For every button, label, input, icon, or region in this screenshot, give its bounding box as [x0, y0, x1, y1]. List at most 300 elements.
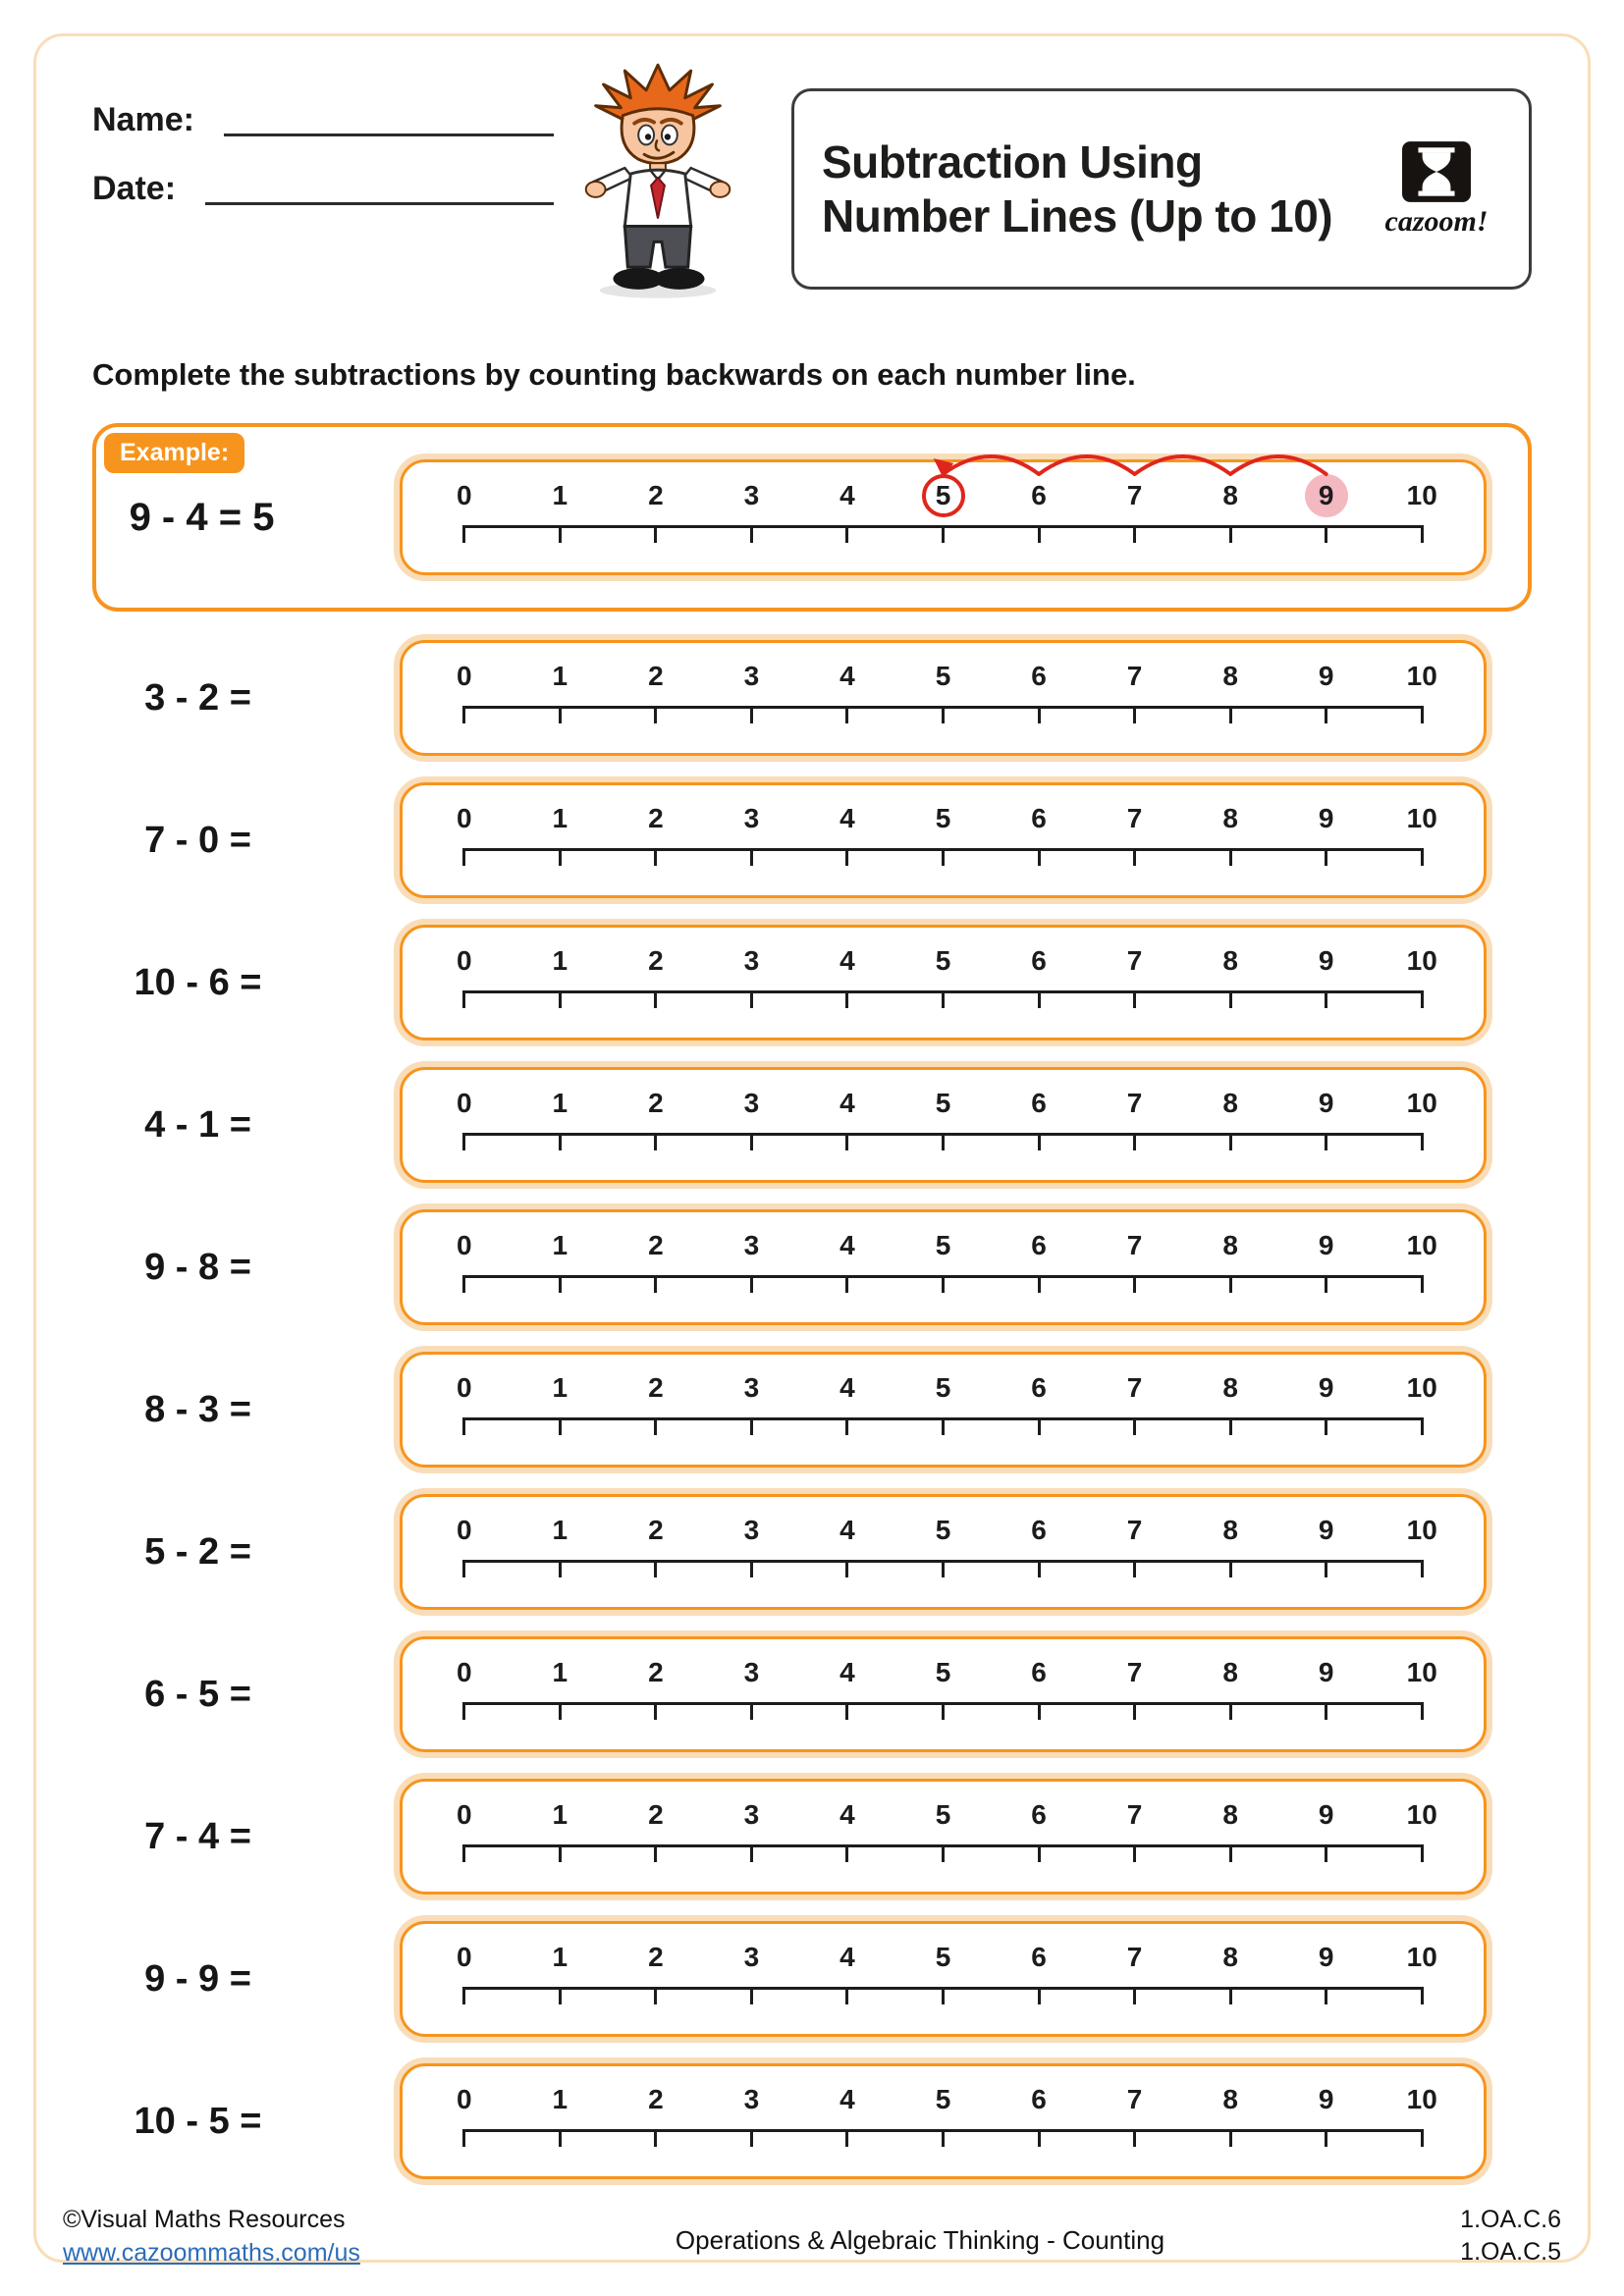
numberline-tick: [1325, 848, 1327, 866]
numberline-cell: [1278, 1509, 1375, 1607]
numberline-cell: [991, 1224, 1087, 1322]
numberline-cell: [1374, 1936, 1470, 2034]
numberline-number: 8: [1222, 945, 1238, 976]
problem-row: [92, 926, 1532, 1040]
name-label: Name:: [92, 101, 194, 138]
numberline-tick: [1229, 1417, 1232, 1435]
numberline-tick: [1038, 1417, 1041, 1435]
worksheet-title: [822, 135, 1372, 242]
numberline-cell: [1182, 1936, 1278, 2034]
header: [92, 59, 1532, 312]
website-link[interactable]: www.cazoommaths.com/us: [63, 2238, 360, 2267]
numberline-number: 8: [1222, 803, 1238, 833]
numberline-tick: [559, 2129, 562, 2147]
numberline-number: 4: [839, 1515, 855, 1545]
numberline-number: 3: [743, 480, 760, 510]
numberline-number: 5: [935, 1942, 951, 1972]
numberline-number: 6: [1031, 1230, 1047, 1260]
numberline-number: 6: [1031, 1657, 1047, 1687]
numberline-number: 6: [1031, 661, 1047, 691]
numberline-tick: [1229, 1702, 1232, 1720]
numberline-tick: [1133, 990, 1136, 1008]
numberline-cell: [991, 655, 1087, 753]
problem-row: [92, 641, 1532, 755]
numberline-number: 4: [839, 1372, 855, 1403]
numberline-tick: [559, 706, 562, 723]
numberline-number: 3: [743, 1088, 760, 1118]
numberline-tick: [654, 848, 657, 866]
numberline-number: 0: [456, 1088, 472, 1118]
number-line: [403, 1924, 1484, 2034]
numberline-wrap: [400, 1779, 1487, 1895]
numberline-tick: [1133, 1844, 1136, 1862]
numberline-tick: [1325, 706, 1327, 723]
problem-row: [92, 2064, 1532, 2178]
name-date-block: [92, 94, 554, 312]
numberline-tick: [1421, 1844, 1424, 1862]
problem-equation: 7 - 4 =: [144, 1815, 251, 1857]
numberline-tick: [845, 1844, 848, 1862]
numberline-tick: [1421, 706, 1424, 723]
numberline-number: 5: [922, 474, 965, 517]
numberline-cell: [1087, 797, 1183, 895]
numberline-tick: [1421, 1560, 1424, 1577]
numberline-tick: [559, 1133, 562, 1150]
numberline-cell: [1087, 1366, 1183, 1465]
numberline-cell: [608, 2078, 704, 2176]
numberline-cell: [608, 1224, 704, 1322]
instruction-text: Complete the subtractions by counting backwards on each number line.: [92, 357, 1136, 392]
numberline-cell: [1278, 939, 1375, 1038]
numberline-tick: [845, 2129, 848, 2147]
mascot-illustration: [561, 59, 755, 302]
numberline-tick: [845, 525, 848, 543]
numberline-cell: [895, 1936, 992, 2034]
numberline-cell: [1278, 2078, 1375, 2176]
numberline-tick: [750, 1417, 753, 1435]
numberline-tick: [1325, 525, 1327, 543]
numberline-cell: [513, 1509, 609, 1607]
numberline-tick: [654, 990, 657, 1008]
numberline-tick: [845, 990, 848, 1008]
numberline-number: 4: [839, 803, 855, 833]
numberline-wrap: [400, 925, 1487, 1041]
numberline-number: 3: [743, 661, 760, 691]
numberline-cell: [704, 1936, 800, 2034]
problem-equation: 8 - 3 =: [144, 1388, 251, 1430]
number-line: [403, 1639, 1484, 1749]
numberline-number: 1: [552, 803, 568, 833]
numberline-cell: [799, 1224, 895, 1322]
numberline-tick: [1133, 848, 1136, 866]
numberline-cell: [416, 1793, 513, 1892]
number-line: [403, 1782, 1484, 1892]
numberline-cell: [513, 797, 609, 895]
numberline-number: 5: [935, 1515, 951, 1545]
numberline-tick: [845, 1275, 848, 1293]
footer-topic-text: Operations & Algebraic Thinking - Counting: [675, 2225, 1165, 2255]
numberline-number: 2: [648, 1372, 664, 1403]
numberline-number: 8: [1222, 1230, 1238, 1260]
numberline-tick: [1133, 1275, 1136, 1293]
numberline-number: 10: [1406, 480, 1437, 510]
numberline-number: 3: [743, 1372, 760, 1403]
problem-row: [92, 1210, 1532, 1324]
numberline-tick: [1421, 848, 1424, 866]
numberline-number: 10: [1406, 1657, 1437, 1687]
numberline-tick: [942, 848, 945, 866]
numberline-number: 9: [1305, 474, 1348, 517]
numberline-number: 1: [552, 1657, 568, 1687]
numberline-tick: [559, 990, 562, 1008]
numberline-tick: [1325, 1417, 1327, 1435]
numberline-tick: [654, 1275, 657, 1293]
numberline-cell: [799, 1651, 895, 1749]
numberline-number: 0: [456, 480, 472, 510]
mascot-pants: [624, 227, 690, 268]
numberline-tick: [462, 2129, 465, 2147]
numberline-tick: [845, 1417, 848, 1435]
numberline-cell: [799, 1509, 895, 1607]
numberline-number: 8: [1222, 1942, 1238, 1972]
numberline-cell: [416, 1936, 513, 2034]
numberline-wrap: [400, 1636, 1487, 1752]
numberline-cell: [1374, 1651, 1470, 1749]
numberline-tick: [462, 1702, 465, 1720]
numberline-tick: [1325, 1275, 1327, 1293]
numberline-number: 8: [1222, 1657, 1238, 1687]
numberline-tick: [942, 706, 945, 723]
numberline-number: 0: [456, 1230, 472, 1260]
numberline-cell: [1182, 1082, 1278, 1180]
numberline-cell: [799, 797, 895, 895]
brand-name: cazoom!: [1384, 204, 1489, 238]
numberline-cell: [991, 939, 1087, 1038]
numberline-tick: [942, 1702, 945, 1720]
numberline-tick: [1038, 1133, 1041, 1150]
numberline-box: [400, 925, 1487, 1041]
numberline-number: 1: [552, 1230, 568, 1260]
numberline-cell: [799, 2078, 895, 2176]
numberline-cell: [1278, 1366, 1375, 1465]
numberline-cell: [416, 1509, 513, 1607]
numberline-tick: [845, 706, 848, 723]
date-field-line: [205, 202, 554, 205]
numberline-cell: [1278, 1082, 1375, 1180]
numberline-cell: [1374, 1224, 1470, 1322]
numberline-number: 1: [552, 1942, 568, 1972]
numberline-tick: [750, 1275, 753, 1293]
numberline-wrap: [400, 1921, 1487, 2037]
number-line: [403, 1355, 1484, 1465]
numberline-number: 3: [743, 1657, 760, 1687]
numberline-tick: [654, 525, 657, 543]
numberline-number: 8: [1222, 2084, 1238, 2114]
numberline-cell: [895, 2078, 992, 2176]
numberline-number: 10: [1406, 945, 1437, 976]
numberline-number: 6: [1031, 1088, 1047, 1118]
numberline-number: 0: [456, 1657, 472, 1687]
numberline-box: [400, 2063, 1487, 2179]
numberline-number: 1: [552, 1088, 568, 1118]
numberline-cell: [1087, 1793, 1183, 1892]
name-field-row: [92, 94, 554, 139]
numberline-number: 2: [648, 661, 664, 691]
numberline-tick: [462, 1275, 465, 1293]
numberline-wrap: [400, 1209, 1487, 1325]
numberline-number: 4: [839, 2084, 855, 2114]
numberline-tick: [845, 1702, 848, 1720]
numberline-number: 6: [1031, 1372, 1047, 1403]
numberline-tick: [1421, 1417, 1424, 1435]
numberline-tick: [462, 990, 465, 1008]
numberline-tick: [750, 1987, 753, 2004]
numberline-number: 5: [935, 661, 951, 691]
number-line: [403, 643, 1484, 753]
numberline-cell: [1182, 1366, 1278, 1465]
numberline-box: [400, 1209, 1487, 1325]
number-line: [403, 928, 1484, 1038]
problem-equation: 9 - 9 =: [144, 1957, 251, 2000]
numberline-number: 8: [1222, 1515, 1238, 1545]
numberline-tick: [654, 706, 657, 723]
numberline-cell: [1278, 1224, 1375, 1322]
numberline-tick: [1133, 1133, 1136, 1150]
numberline-tick: [559, 1702, 562, 1720]
numberline-cell: [608, 1793, 704, 1892]
numberline-cell: [895, 1082, 992, 1180]
numberline-cell: [1087, 2078, 1183, 2176]
numberline-tick: [1325, 1987, 1327, 2004]
numberline-cell: [895, 1651, 992, 1749]
numberline-tick: [1229, 1560, 1232, 1577]
problems-list: [92, 641, 1532, 2178]
numberline-number: 3: [743, 803, 760, 833]
numberline-number: 1: [552, 945, 568, 976]
numberline-tick: [1421, 1275, 1424, 1293]
numberline-number: 2: [648, 803, 664, 833]
example-badge: Example:: [104, 433, 244, 473]
numberline-number: 9: [1318, 1230, 1334, 1260]
numberline-tick: [1229, 990, 1232, 1008]
mascot-face: [622, 109, 694, 164]
numberline-tick: [1325, 1844, 1327, 1862]
example-numberline-wrap: [400, 459, 1487, 575]
numberline-tick: [1038, 706, 1041, 723]
numberline-tick: [1229, 525, 1232, 543]
numberline-number: 1: [552, 1372, 568, 1403]
number-line: [403, 785, 1484, 895]
numberline-cell: [1374, 1366, 1470, 1465]
numberline-number: 4: [839, 1088, 855, 1118]
numberline-cell: [704, 797, 800, 895]
numberline-number: 4: [839, 661, 855, 691]
numberline-tick: [654, 2129, 657, 2147]
numberline-cell: [1374, 939, 1470, 1038]
numberline-number: 5: [935, 1230, 951, 1260]
numberline-cell: [991, 1651, 1087, 1749]
numberline-box: [400, 1494, 1487, 1610]
numberline-tick: [942, 1275, 945, 1293]
numberline-tick: [462, 1133, 465, 1150]
numberline-number: 0: [456, 661, 472, 691]
problem-equation: 4 - 1 =: [144, 1103, 251, 1146]
numberline-number: 7: [1126, 1230, 1143, 1260]
numberline-number: 2: [648, 1942, 664, 1972]
numberline-number: 9: [1318, 803, 1334, 833]
numberline-tick: [1038, 1987, 1041, 2004]
numberline-number: 5: [935, 1088, 951, 1118]
numberline-wrap: [400, 640, 1487, 756]
numberline-number: 1: [552, 661, 568, 691]
problem-equation: 5 - 2 =: [144, 1530, 251, 1573]
numberline-tick: [1229, 706, 1232, 723]
date-label: Date:: [92, 170, 177, 207]
numberline-cell: [1182, 1651, 1278, 1749]
numberline-tick: [1325, 1133, 1327, 1150]
numberline-cell: [991, 1793, 1087, 1892]
title-line-1: Subtraction Using: [822, 136, 1203, 188]
numberline-box: [400, 1779, 1487, 1895]
title-box: [791, 88, 1532, 290]
numberline-tick: [750, 525, 753, 543]
numberline-cell: [1374, 655, 1470, 753]
numberline-number: 7: [1126, 661, 1143, 691]
numberline-number: 9: [1318, 1372, 1334, 1403]
numberline-tick: [1133, 2129, 1136, 2147]
problem-equation: 10 - 6 =: [134, 961, 262, 1003]
numberline-number: 9: [1318, 2084, 1334, 2114]
copyright-text: ©Visual Maths Resources: [63, 2206, 346, 2233]
numberline-wrap: [400, 2063, 1487, 2179]
numberline-tick: [942, 1844, 945, 1862]
numberline-wrap: [400, 1494, 1487, 1610]
numberline-number: 2: [648, 1230, 664, 1260]
date-field-row: [92, 163, 554, 208]
numberline-box: [400, 1352, 1487, 1468]
numberline-tick: [1421, 1702, 1424, 1720]
numberline-tick: [1421, 525, 1424, 543]
numberline-cell: [895, 655, 992, 753]
numberline-number: 6: [1031, 1942, 1047, 1972]
numberline-tick: [1229, 1987, 1232, 2004]
numberline-number: 3: [743, 1230, 760, 1260]
numberline-tick: [1038, 1844, 1041, 1862]
numberline-cell: [608, 797, 704, 895]
numberline-number: 7: [1126, 945, 1143, 976]
numberline-number: 10: [1406, 1372, 1437, 1403]
numberline-number: 6: [1031, 480, 1047, 510]
numberline-box: [400, 1636, 1487, 1752]
numberline-number: 5: [935, 1372, 951, 1403]
problem-row: [92, 1068, 1532, 1182]
problem-row: [92, 1922, 1532, 2036]
numberline-tick: [559, 848, 562, 866]
numberline-tick: [750, 2129, 753, 2147]
numberline-cell: [1087, 1936, 1183, 2034]
problem-equation: 6 - 5 =: [144, 1673, 251, 1715]
numberline-tick: [654, 1133, 657, 1150]
brand-logo: [1372, 140, 1501, 239]
problem-equation: 3 - 2 =: [144, 676, 251, 719]
numberline-number: 5: [935, 2084, 951, 2114]
numberline-tick: [942, 1987, 945, 2004]
numberline-cell: [513, 939, 609, 1038]
numberline-tick: [942, 1133, 945, 1150]
numberline-cell: [1278, 1651, 1375, 1749]
numberline-number: 10: [1406, 2084, 1437, 2114]
numberline-number: 3: [743, 1799, 760, 1830]
numberline-tick: [1421, 1987, 1424, 2004]
numberline-number: 3: [743, 945, 760, 976]
numberline-tick: [654, 1417, 657, 1435]
numberline-number: 2: [648, 480, 664, 510]
numberline-tick: [1229, 1844, 1232, 1862]
numberline-number: 6: [1031, 945, 1047, 976]
numberline-tick: [1229, 848, 1232, 866]
problem-equation: 10 - 5 =: [134, 2100, 262, 2142]
numberline-cell: [416, 655, 513, 753]
numberline-cell: [1182, 2078, 1278, 2176]
number-line: [403, 1070, 1484, 1180]
numberline-cell: [704, 1509, 800, 1607]
numberline-cell: [416, 797, 513, 895]
numberline-number: 1: [552, 1799, 568, 1830]
numberline-cell: [1182, 1509, 1278, 1607]
numberline-number: 6: [1031, 803, 1047, 833]
numberline-tick: [750, 1702, 753, 1720]
numberline-cell: [1374, 797, 1470, 895]
mascot-wrap: [554, 59, 762, 312]
numberline-cell: [1087, 655, 1183, 753]
numberline-cell: [799, 1793, 895, 1892]
numberline-number: 0: [456, 945, 472, 976]
numberline-number: 9: [1318, 1799, 1334, 1830]
numberline-number: 2: [648, 1515, 664, 1545]
numberline-number: 4: [839, 1230, 855, 1260]
numberline-cell: [416, 1651, 513, 1749]
numberline-number: 1: [552, 1515, 568, 1545]
numberline-cell: [608, 655, 704, 753]
numberline-number: 9: [1318, 1657, 1334, 1687]
numberline-number: 10: [1406, 661, 1437, 691]
numberline-tick: [1133, 1417, 1136, 1435]
numberline-cell: [1374, 1509, 1470, 1607]
numberline-number: 4: [839, 1942, 855, 1972]
numberline-cell: [991, 1366, 1087, 1465]
example-equation: 9 - 4 = 5: [129, 495, 275, 539]
numberline-number: 2: [648, 2084, 664, 2114]
numberline-cell: [799, 1082, 895, 1180]
numberline-cell: [895, 797, 992, 895]
numberline-tick: [1133, 706, 1136, 723]
numberline-tick: [1038, 990, 1041, 1008]
numberline-tick: [462, 1987, 465, 2004]
numberline-cell: [513, 1082, 609, 1180]
numberline-cell: [1374, 1082, 1470, 1180]
numberline-tick: [942, 2129, 945, 2147]
numberline-number: 2: [648, 945, 664, 976]
numberline-tick: [750, 848, 753, 866]
numberline-cell: [513, 1936, 609, 2034]
numberline-tick: [559, 525, 562, 543]
numberline-cell: [1182, 1793, 1278, 1892]
numberline-number: 1: [552, 2084, 568, 2114]
numberline-tick: [654, 1560, 657, 1577]
numberline-tick: [462, 1844, 465, 1862]
numberline-cell: [704, 655, 800, 753]
numberline-cell: [895, 1366, 992, 1465]
